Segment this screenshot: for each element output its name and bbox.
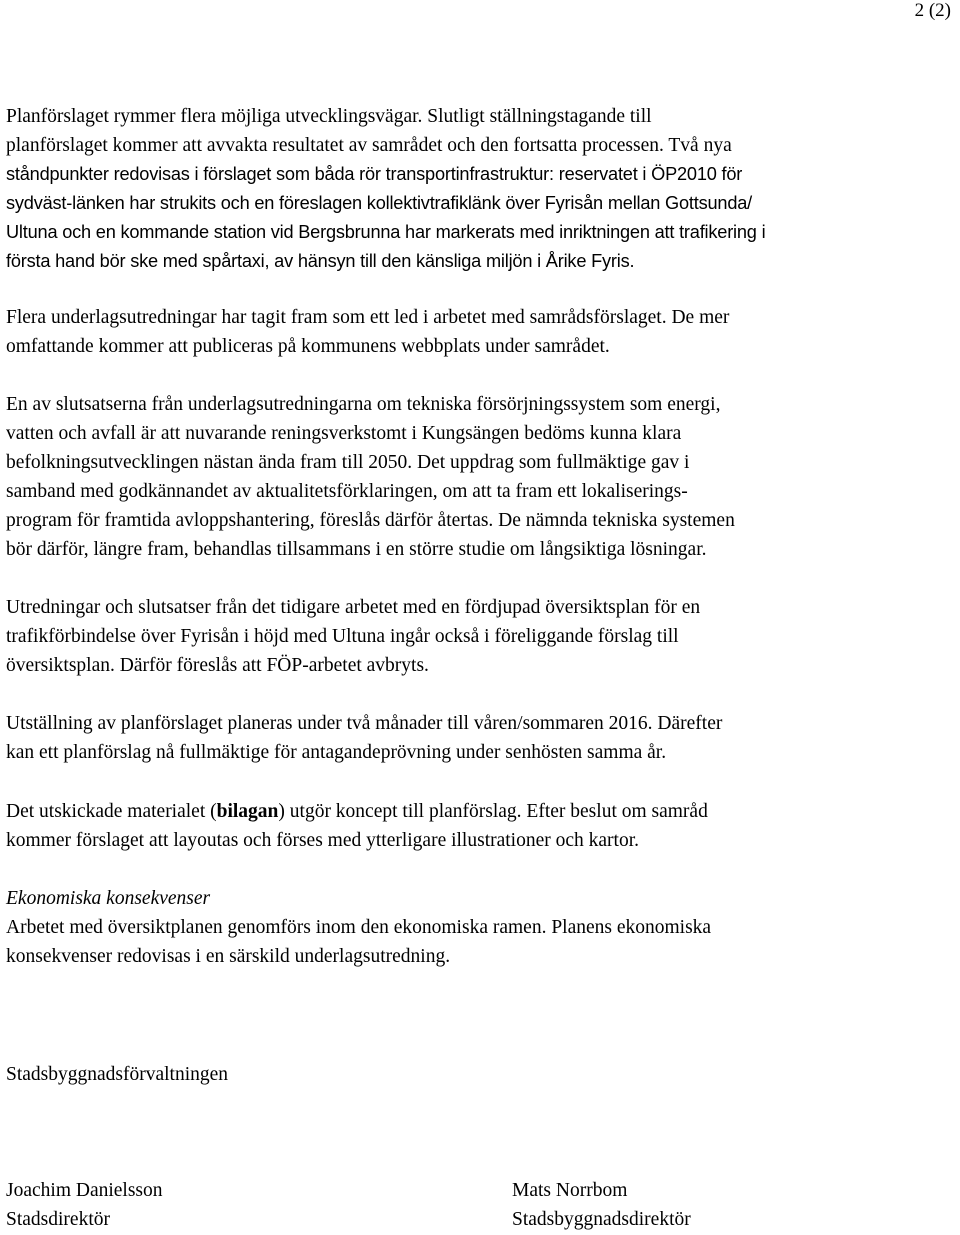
signatory-name: Joachim Danielsson bbox=[6, 1180, 163, 1201]
paragraph-line: omfattande kommer att publiceras på kommunens webbplats under samrådet. bbox=[6, 336, 610, 357]
paragraph-line: program för framtida avloppshantering, föreslås därför återtas. De nämnda tekniska systemen bbox=[6, 510, 735, 531]
intro-line: Planförslaget rymmer flera möjliga utvecklingsvägar. Slutligt ställningstagande till bbox=[6, 106, 652, 127]
intro-line: första hand bör ske med spårtaxi, av hänsyn till den känsliga miljön i Årike Fyris. bbox=[6, 251, 635, 271]
economy-heading: Ekonomiska konsekvenser bbox=[6, 888, 211, 909]
paragraph-line: Utredningar och slutsatser från det tidigare arbetet med en fördjupad översiktsplan för en bbox=[6, 597, 701, 618]
intro-line: ståndpunkter redovisas i förslaget som båda rör transportinfrastruktur: reservatet i ÖP2010 för bbox=[6, 164, 743, 184]
signatory-2 bbox=[512, 1176, 691, 1234]
paragraph-line: Utställning av planförslaget planeras under två månader till våren/sommaren 2016. Därefter bbox=[6, 713, 723, 734]
intro-line: sydväst-länken har strukits och en föreslagen kollektivtrafiklänk över Fyrisån mellan Gottsunda/ bbox=[6, 193, 753, 213]
signatory-title: Stadsbyggnadsdirektör bbox=[512, 1209, 691, 1230]
intro-line: planförslaget kommer att avvakta resultatet av samrådet och den fortsatta processen. Två nya bbox=[6, 135, 732, 156]
paragraph-line: översiktsplan. Därför föreslås att FÖP-arbetet avbryts. bbox=[6, 655, 429, 676]
paragraph-line: bör därför, längre fram, behandlas tillsammans i en större studie om långsiktiga lösningar. bbox=[6, 539, 707, 560]
utstallning-paragraph bbox=[6, 709, 956, 767]
intro-paragraph bbox=[6, 102, 956, 276]
paragraph-line bbox=[6, 797, 956, 826]
signatory-title: Stadsdirektör bbox=[6, 1209, 110, 1230]
paragraph-line: Flera underlagsutredningar har tagit fram som ett led i arbetet med samrådsförslaget. De mer bbox=[6, 307, 730, 328]
economy-section bbox=[6, 884, 956, 971]
paragraph-line: kommer förslaget att layoutas och förses med ytterligare illustrationer och kartor. bbox=[6, 830, 640, 851]
underlag-paragraph bbox=[6, 303, 956, 361]
utredningar-paragraph bbox=[6, 593, 956, 680]
paragraph-line: samband med godkännandet av aktualitetsförklaringen, om att ta fram ett lokaliserings- bbox=[6, 481, 688, 502]
bold-attachment-term: bilagan bbox=[216, 801, 279, 822]
text-span: Det utskickade materialet ( bbox=[6, 801, 217, 822]
slutsatser-paragraph bbox=[6, 390, 956, 564]
paragraph-line: konsekvenser redovisas i en särskild underlagsutredning. bbox=[6, 946, 451, 967]
sender-organization: Stadsbyggnadsförvaltningen bbox=[6, 1064, 229, 1085]
intro-line: Ultuna och en kommande station vid Bergsbrunna har markerats med inriktningen att trafikering i bbox=[6, 222, 766, 242]
paragraph-line: En av slutsatserna från underlagsutredningarna om tekniska försörjningssystem som energi, bbox=[6, 394, 721, 415]
paragraph-line: kan ett planförslag nå fullmäktige för antagandeprövning under senhösten samma år. bbox=[6, 742, 667, 763]
material-paragraph bbox=[6, 797, 956, 855]
paragraph-line: Arbetet med översiktplanen genomförs inom den ekonomiska ramen. Planens ekonomiska bbox=[6, 917, 712, 938]
page-number: 2 (2) bbox=[914, 0, 951, 21]
paragraph-line: befolkningsutvecklingen nästan ända fram till 2050. Det uppdrag som fullmäktige gav i bbox=[6, 452, 690, 473]
signatory-name: Mats Norrbom bbox=[512, 1180, 628, 1201]
paragraph-line: vatten och avfall är att nuvarande reningsverkstomt i Kungsängen bedöms kunna klara bbox=[6, 423, 682, 444]
signatory-1 bbox=[6, 1176, 163, 1234]
paragraph-line: trafikförbindelse över Fyrisån i höjd med Ultuna ingår också i föreliggande förslag till bbox=[6, 626, 679, 647]
text-span: ) utgör koncept till planförslag. Efter beslut om samråd bbox=[278, 801, 708, 822]
